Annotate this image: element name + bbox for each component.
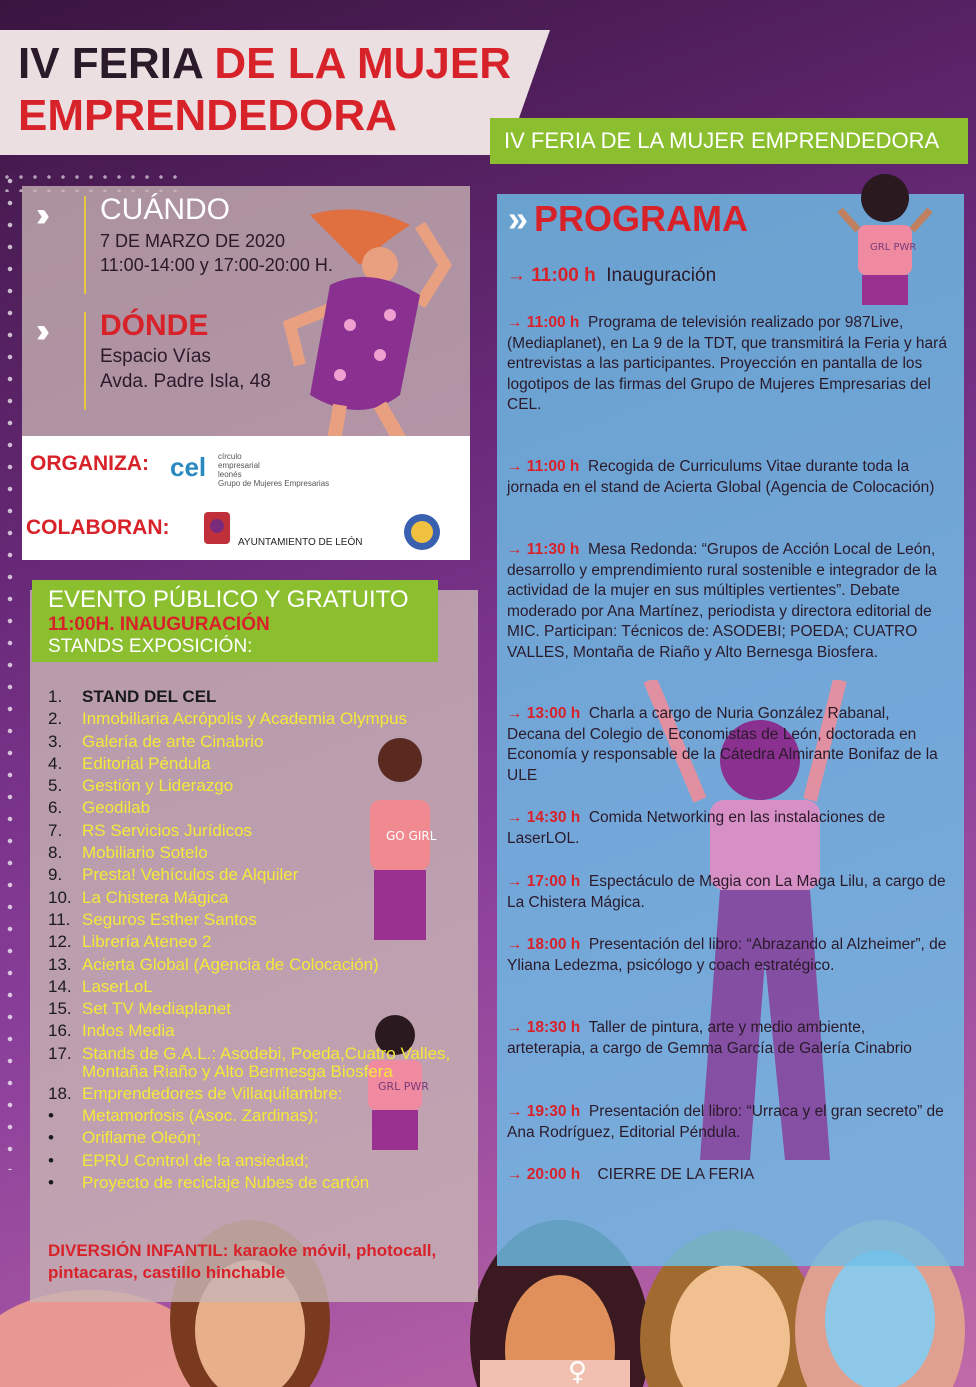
- stand-item: • Proyecto de reciclaje Nubes de cartón: [48, 1172, 370, 1192]
- partner-badge-icon: [402, 512, 442, 552]
- when-hours: 11:00-14:00 y 17:00-20:00 H.: [100, 255, 333, 275]
- program-item: → 20:00 h CIERRE DE LA FERIA: [507, 1166, 755, 1183]
- subtitle-banner: IV FERIA DE LA MUJER EMPRENDEDORA: [490, 118, 968, 164]
- stand-item: • Oriflame Oleón;: [48, 1128, 202, 1148]
- stand-item: • EPRU Control de la ansiedad;: [48, 1150, 309, 1170]
- when-heading: CUÁNDO: [100, 193, 231, 226]
- stand-item: 1. STAND DEL CEL: [48, 687, 217, 706]
- svg-text:GRL PWR: GRL PWR: [378, 1080, 429, 1093]
- grl-pwr-illustration: [830, 170, 940, 310]
- svg-text:GRL PWR: GRL PWR: [870, 242, 917, 253]
- cel-logo-subtitle: círculo empresarial leonés Grupo de Mujeres Empresarias: [218, 452, 330, 488]
- stands-list: [48, 686, 478, 1194]
- event-line-1: EVENTO PÚBLICO Y GRATUITO: [48, 586, 409, 613]
- program-item: → 14:30 h Comida Networking en las instalaciones de LaserLOL.: [507, 809, 886, 847]
- svg-text:♀: ♀: [568, 1357, 588, 1387]
- stand-item: 13. Acierta Global (Agencia de Colocación): [48, 954, 379, 974]
- title-line-1: IV FERIA DE LA MUJER: [18, 39, 512, 88]
- title-line-2: EMPRENDEDORA: [18, 91, 397, 140]
- decorative-dots: [0, 170, 20, 1170]
- program-item: → 11:00 h Inauguración: [507, 265, 717, 286]
- where-heading: DÓNDE: [100, 309, 209, 342]
- event-banner: [32, 580, 438, 662]
- stand-item: 16. Indos Media: [48, 1021, 175, 1041]
- program-item: → 11:00 h Programa de televisión realizado por 987Live, (Mediaplanet), en La 9 de la TDT, que transmitirá la Feria y hará entrevistas a las participantes. Proyección en pantalla de los logotipos de las firmas del Grupo de Mujeres Empresarias del CEL.: [507, 314, 947, 413]
- program-item: → 17:00 h Espectáculo de Magia con La Maga Lilu, a cargo de La Chistera Mágica.: [507, 873, 946, 911]
- chevron-icon: »: [508, 198, 519, 239]
- program-item: → 13:00 h Charla a cargo de Nuria González Rabanal, Decana del Colegio de Economistas de León, doctorada en Economía y responsable de la Cátedra Almirante Bonifaz de la ULE: [507, 705, 938, 784]
- program-heading: » PROGRAMA: [508, 198, 749, 239]
- program-item: → 18:00 h Presentación del libro: “Abrazando al Alzheimer”, de Yliana Ledezma, psicólogo y coach estratégico.: [507, 936, 947, 974]
- stand-item: 17. Stands de G.A.L.: Asodebi, Poeda,Cuatro Valles, Montaña Riaño y Alto Bermesga Biosfera: [48, 1043, 451, 1081]
- ayuntamiento-logo: AYUNTAMIENTO DE LEÓN: [238, 537, 363, 548]
- when-date: 7 DE MARZO DE 2020: [100, 231, 286, 251]
- leon-coat-of-arms-icon: [200, 508, 234, 548]
- stand-item: 12. Librería Ateneo 2: [48, 932, 212, 952]
- stand-item: 14. LaserLoL: [48, 976, 153, 996]
- stand-item: 5. Gestión y Liderazgo: [48, 776, 234, 796]
- stand-item: 9. Presta! Vehículos de Alquiler: [48, 865, 299, 885]
- where-address: Avda. Padre Isla, 48: [100, 371, 271, 392]
- stand-item: • Metamorfosis (Asoc. Zardinas);: [48, 1106, 319, 1126]
- stand-item: 3. Galería de arte Cinabrio: [48, 731, 264, 751]
- divider: [84, 312, 86, 410]
- program-item: → 18:30 h Taller de pintura, arte y medio ambiente, arteterapia, a cargo de Gemma García de Galería Cinabrio: [507, 1019, 912, 1057]
- stand-item: 6. Geodilab: [48, 798, 151, 818]
- children-activities: DIVERSIÓN INFANTIL: karaoke móvil, photocall, pintacaras, castillo hinchable: [48, 1241, 437, 1282]
- stand-item: 10. La Chistera Mágica: [48, 887, 229, 907]
- stand-item: 2. Inmobiliaria Acrópolis y Academia Olympus: [48, 709, 408, 729]
- organiza-label: ORGANIZA:: [30, 452, 149, 475]
- chevron-icon: ›››: [36, 312, 40, 350]
- svg-text:GO GIRL: GO GIRL: [386, 829, 437, 843]
- stand-item: 8. Mobiliario Sotelo: [48, 843, 208, 863]
- cel-logo: cel: [170, 452, 207, 482]
- stand-item: 15. Set TV Mediaplanet: [48, 999, 231, 1019]
- colaboran-label: COLABORAN:: [26, 516, 170, 539]
- stand-item: 7. RS Servicios Jurídicos: [48, 820, 253, 840]
- stand-item: 18. Emprendedores de Villaquilambre:: [48, 1083, 343, 1103]
- stand-item: 4. Editorial Péndula: [48, 753, 211, 773]
- stand-item: 11. Seguros Esther Santos: [48, 909, 257, 929]
- event-line-2: 11:00H. INAUGURACIÓN: [48, 614, 270, 635]
- divider: [84, 196, 86, 294]
- program-item: → 19:30 h Presentación del libro: “Urraca y el gran secreto” de Ana Rodríguez, Editorial Péndula.: [507, 1103, 944, 1141]
- event-line-3: STANDS EXPOSICIÓN:: [48, 636, 253, 657]
- chevron-icon: ›››: [36, 196, 40, 234]
- program-item: → 11:30 h Mesa Redonda: “Grupos de Acción Local de León, desarrollo y emprendimiento rural sostenible e integrador de la actividad de la mujer en sus múltiples vertientes”. Debate moderado por Ana Martínez, periodista y directora editorial de MIC. Participan: Técnicos de: ASODEBI; POEDA; CUATRO VALLES, Montaña de Riaño y Alto Bernesga Biosfera.: [507, 541, 937, 661]
- where-place: Espacio Vías: [100, 346, 211, 367]
- program-item: → 11:00 h Recogida de Curriculums Vitae durante toda la jornada en el stand de Acierta Global (Agencia de Colocación): [507, 458, 935, 496]
